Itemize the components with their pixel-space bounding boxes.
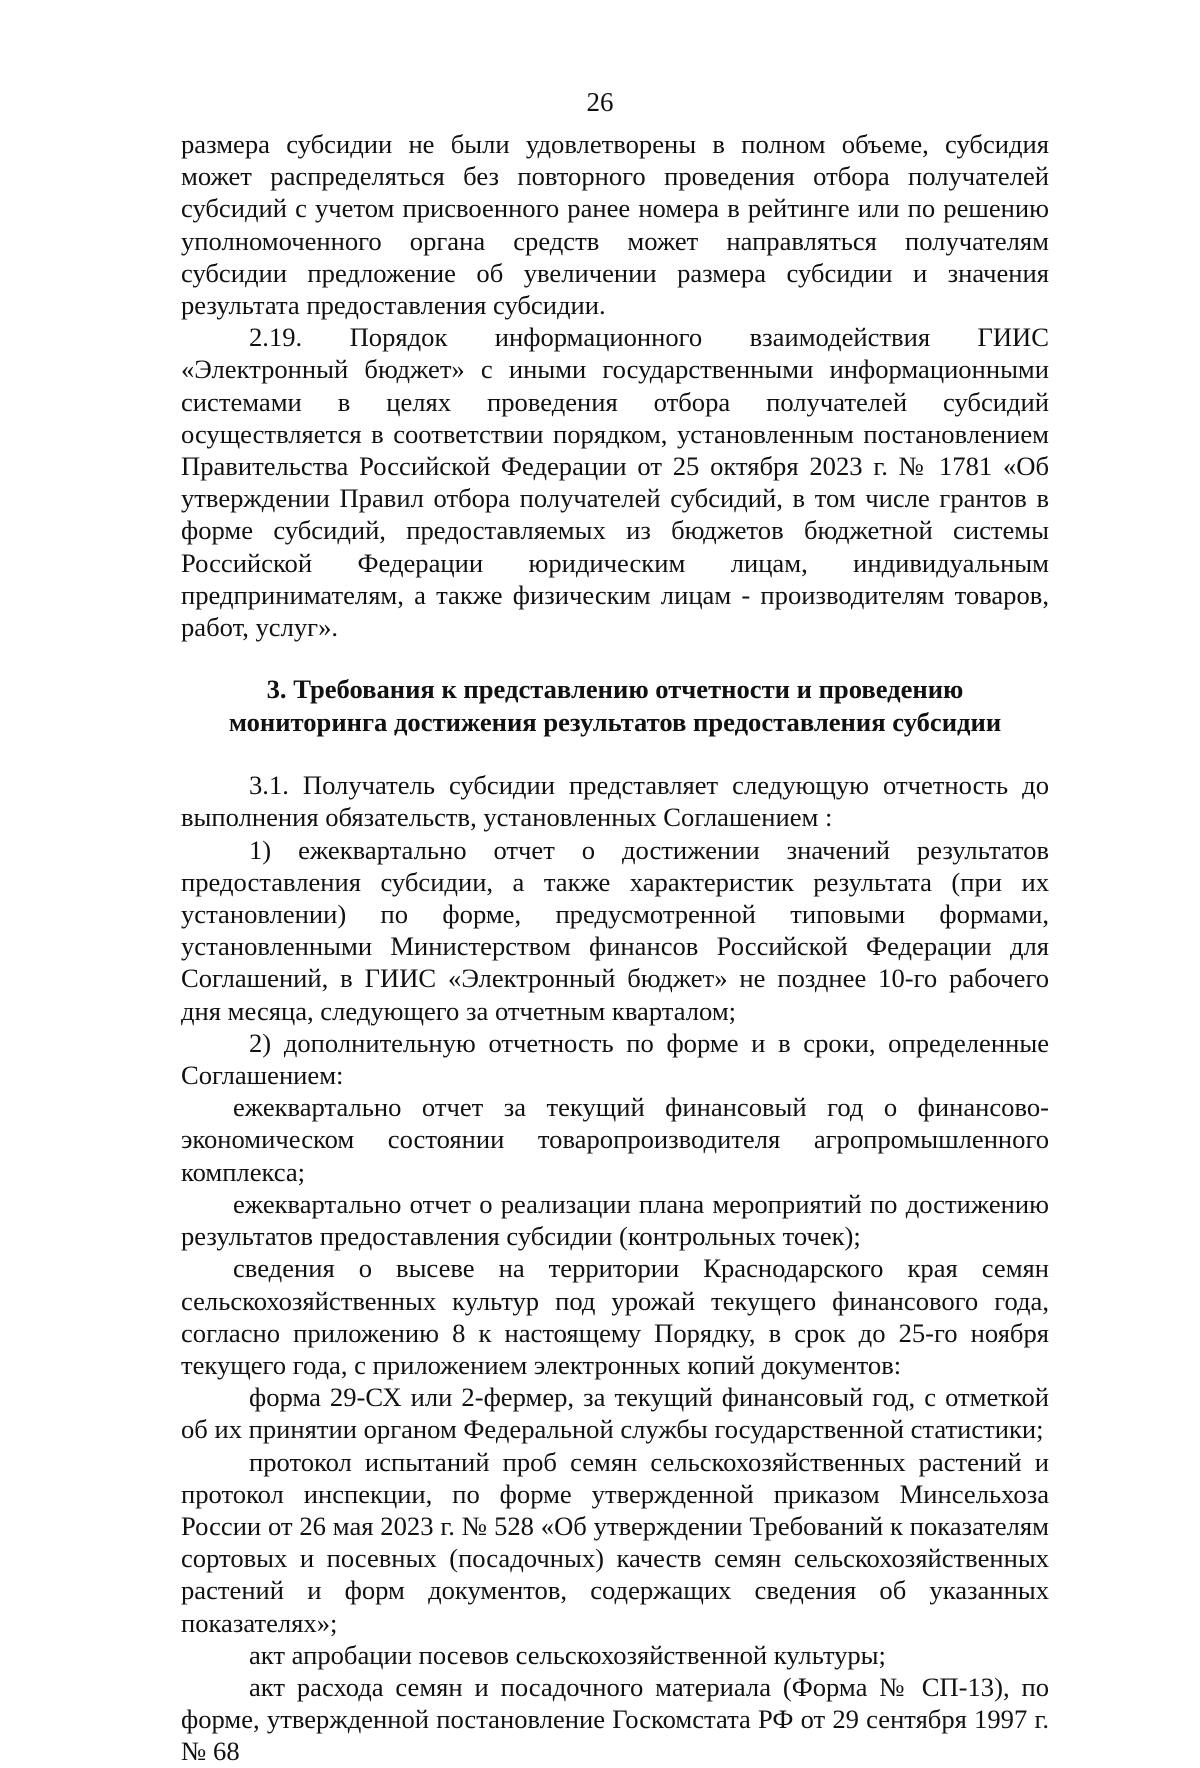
paragraph-continuation: размера субсидии не были удовлетворены в полном объеме, субсидия может распределяться без повторного проведения отбора получателей субсидий с учетом присвоенного ранее номера в рейтинге или по решению уполномоченного органа средств может направляться получателям субсидии предложение об увеличении размера субсидии и значения результата предоставления субсидии. [181, 129, 1049, 321]
document-body [181, 128, 1049, 1768]
section-heading-line-2: мониторинга достижения результатов предоставления субсидии [228, 707, 1002, 738]
report-item-financial: ежеквартально отчет за текущий финансовый год о финансово-экономическом состоянии товаропроизводителя агропромышленного комплекса; [181, 1092, 1049, 1187]
paragraph-2-19: 2.19. Порядок информационного взаимодействия ГИИС «Электронный бюджет» с иными государственными информационными системами в целях проведения отбора получателей субсидий осуществляется в соответствии порядком, установленным постановлением Правительства Российской Федерации от 25 октября 2023 г. № 1781 «Об утверждении Правил отбора получателей субсидий, в том числе грантов в форме субсидий, предоставляемых из бюджетов бюджетной системы Российской Федерации юридическим лицам, индивидуальным предпринимателям, а также физическим лицам - производителям товаров, работ, услуг». [181, 322, 1049, 643]
section-heading [181, 673, 1049, 739]
list-item-1: 1) ежеквартально отчет о достижении значений результатов предоставления субсидии, а также характеристик результата (при их установлении) по форме, предусмотренной типовыми формами, установленными Министерством финансов Российской Федерации для Соглашений, в ГИИС «Электронный бюджет» не позднее 10-го рабочего дня месяца, следующего за отчетным кварталом; [181, 834, 1049, 1026]
document-item-approbation: акт апробации посевов сельскохозяйственной культуры; [249, 1639, 886, 1670]
page-number: 26 [586, 87, 614, 117]
document-item-protocol: протокол испытаний проб семян сельскохозяйственных растений и протокол инспекции, по форме утвержденной приказом Минсельхоза России от 26 мая 2023 г. № 528 «Об утверждении Требований к показателям сортовых и посевных (посадочных) качеств семян сельскохозяйственных растений и форм документов, содержащих сведения об указанных показателях»; [181, 1446, 1049, 1638]
document-item-seed-act: акт расхода семян и посадочного материала (Форма № СП-13), по форме, утвержденной постановление Госкомстата РФ от 29 сентября 1997 г. № 68 [181, 1671, 1049, 1767]
section-heading-line-1: 3. Требования к представлению отчетности и проведению [266, 674, 964, 705]
paragraph-3-1: 3.1. Получатель субсидии представляет следующую отчетность до выполнения обязательств, установленных Соглашением : [181, 770, 1049, 833]
list-item-2: 2) дополнительную отчетность по форме и в сроки, определенные Соглашением: [181, 1027, 1049, 1091]
report-item-sowing: сведения о высеве на территории Краснодарского края семян сельскохозяйственных культур под урожай текущего финансового года, согласно приложению 8 к настоящему Порядку, в срок до 25-го ноября текущего года, с приложением электронных копий документов: [181, 1253, 1049, 1380]
report-item-plan: ежеквартально отчет о реализации плана мероприятий по достижению результатов предоставления субсидии (контрольных точек); [181, 1188, 1049, 1252]
document-item-form-29: форма 29-СХ или 2-фермер, за текущий финансовый год, с отметкой об их принятии органом Федеральной службы государственной статистики; [181, 1382, 1049, 1445]
